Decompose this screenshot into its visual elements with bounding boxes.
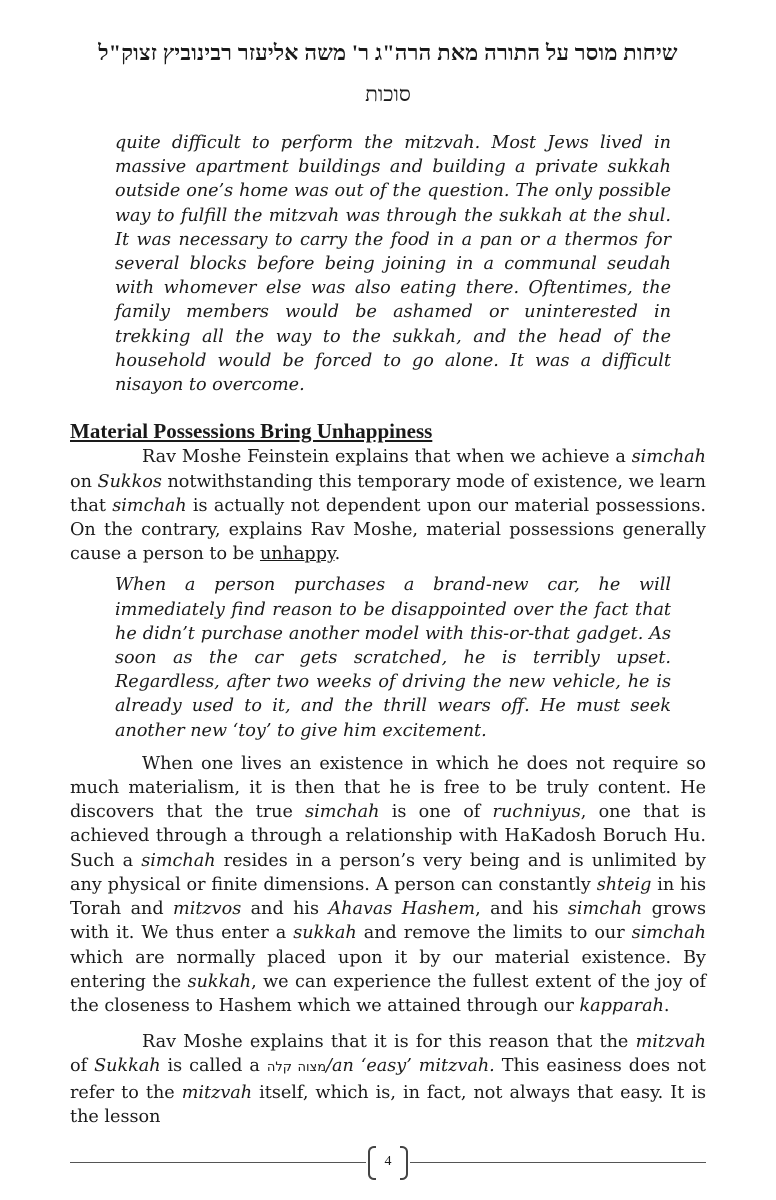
body-paragraph	[70, 1030, 706, 1129]
quote-block	[115, 573, 671, 742]
text-run: Sukkos	[97, 471, 162, 492]
right-bracket-icon	[400, 1146, 408, 1180]
text-run: This easiness does not refer to the	[70, 1056, 706, 1103]
text-run: Rav Moshe Feinstein explains that when we achieve a	[142, 447, 632, 468]
text-run: simchah	[305, 802, 380, 823]
text-run: on	[70, 471, 98, 492]
text-run: mitzvos	[173, 899, 242, 920]
text-run: shteig	[596, 874, 652, 895]
text-run: is called a	[160, 1056, 267, 1077]
text-run: מצוה קלה	[266, 1060, 327, 1076]
text-run: unhappy	[259, 544, 335, 565]
text-run: itself, which is, in fact, not always that easy. It is the lesson	[70, 1082, 706, 1127]
text-run: quite difficult to perform the mitzvah. Most Jews lived in massive apartment buildings and building a private sukkah outside one’s home was out of the question. The only possible way to fulfill the mitzvah was through the sukkah at the shul. It was necessary to carry the food in a pan or a thermos for several blocks before being joining in a communal seudah with whomever else was also eating there. Oftentimes, the family members would be ashamed or uninterested in trekking all the way to the sukkah, and the head of the household would be forced to go alone. It was a difficult nisayon to overcome.	[115, 133, 671, 396]
text-run: ruchniyus	[492, 802, 581, 823]
text-run: kapparah	[579, 995, 664, 1016]
text-run: and his	[241, 899, 329, 920]
body-paragraph	[70, 752, 706, 1018]
page-content	[70, 131, 706, 1129]
text-run: resides in a person’s very being and is unlimited by any physical or finite dimensions. A person can constantly	[70, 850, 706, 895]
text-run: grows with it. We thus enter a	[70, 899, 706, 944]
page-number-box	[366, 1146, 410, 1178]
footer-rule-left	[70, 1162, 366, 1163]
text-run: is one of	[379, 802, 493, 823]
text-run: is actually not dependent upon our material possessions. On the contrary, explains Rav Moshe, material possessions generally cause a person to be	[70, 495, 706, 565]
text-run: simchah	[112, 495, 187, 516]
book-title: שיחות מוסר על התורה מאת הרה"ג ר' משה אליעזר רבינוביץ זצוק"ל	[98, 40, 678, 65]
text-run: simchah	[141, 850, 216, 871]
quote-block	[115, 131, 671, 397]
left-bracket-icon	[368, 1146, 376, 1180]
text-run: mitzvah	[181, 1082, 253, 1103]
text-run: , we can experience the fullest extent of the joy of the closeness to Hashem which we attained through our	[70, 971, 706, 1016]
text-run: sukkah	[187, 971, 252, 992]
text-run: When a person purchases a brand-new car, he will immediately find reason to be disappointed over the fact that he didn’t purchase another model with this-or-that gadget. As soon as the car gets scratched, he is terribly upset. Regardless, after two weeks of driving the new vehicle, he is already used to it, and the thrill wears off. He must seek another new ‘toy’ to give him excitement.	[115, 575, 671, 741]
text-run: .	[334, 544, 341, 565]
text-run: Ahavas Hashem	[328, 899, 476, 920]
section-title: סוכות	[365, 82, 411, 106]
text-run: of	[70, 1056, 95, 1077]
footer-rule-right	[410, 1162, 706, 1163]
text-run: simchah	[631, 923, 706, 944]
text-run: notwithstanding this temporary mode of existence, we learn that	[70, 471, 706, 516]
text-run: Rav Moshe explains that it is for this reason that the	[142, 1032, 636, 1053]
text-run: simchah	[567, 899, 643, 920]
text-run: , and his	[475, 899, 568, 920]
text-run: which are normally placed upon it by our material existence. By entering the	[70, 947, 706, 992]
text-run: and remove the limits to our	[356, 923, 632, 944]
text-run: simchah	[631, 447, 706, 468]
body-paragraph	[70, 445, 706, 566]
text-run: in his Torah and	[70, 874, 706, 920]
page-number: 4	[384, 1154, 392, 1169]
section-heading: Material Possessions Bring Unhappiness	[70, 419, 433, 444]
text-run: Sukkah	[94, 1056, 161, 1077]
text-run: sukkah	[293, 923, 357, 944]
text-run: /an ‘easy’ mitzvah.	[326, 1056, 495, 1077]
text-run: , one that is achieved through a through a relationship with HaKadosh Boruch Hu. Such a	[70, 802, 706, 871]
text-run: mitzvah	[635, 1032, 706, 1053]
text-run: When one lives an existence in which he does not require so much materialism, it is then that he is free to be truly content. He discovers that the true	[70, 753, 706, 823]
text-run: .	[663, 995, 670, 1016]
